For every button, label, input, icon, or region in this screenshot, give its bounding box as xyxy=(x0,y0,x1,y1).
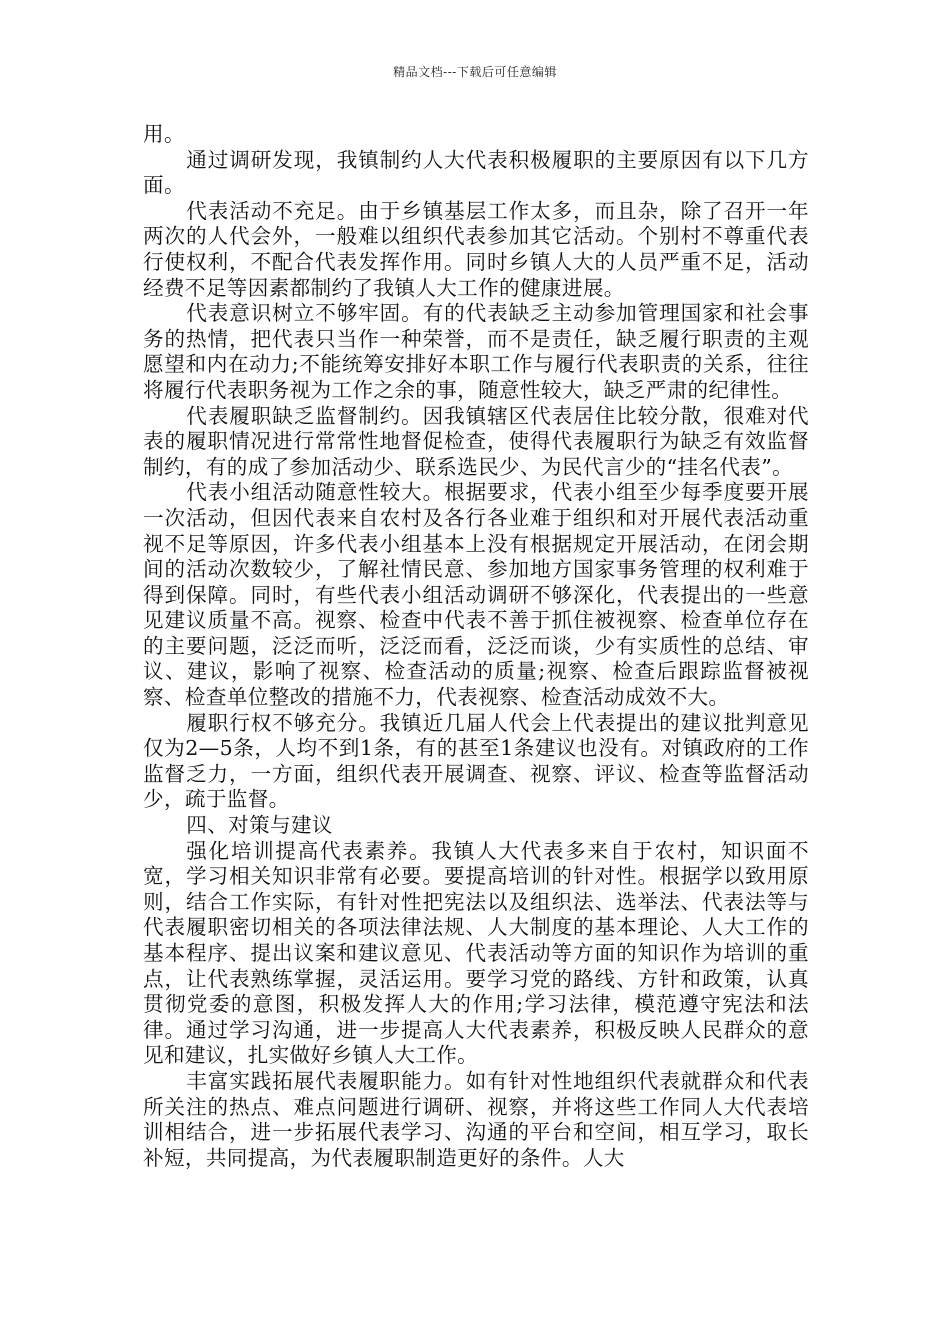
paragraph-practice: 丰富实践拓展代表履职能力。如有针对性地组织代表就群众和代表所关注的热点、难点问题进行调研、视察，并将这些工作同人大代表培训相结合，进一步拓展代表学习、沟通的平台和空间，相互学习，取长补短，共同提高，为代表履职制造更好的条件。人大 xyxy=(143,1068,809,1170)
paragraph-duty-exercise: 履职行权不够充分。我镇近几届人代会上代表提出的建议批判意见仅为2—5条，人均不到1条，有的甚至1条建议也没有。对镇政府的工作监督乏力，一方面，组织代表开展调查、视察、评议、检查等监督活动少，疏于监督。 xyxy=(143,710,809,812)
paragraph-activity: 代表活动不充足。由于乡镇基层工作太多，而且杂，除了召开一年两次的人代会外，一般难以组织代表参加其它活动。个别村不尊重代表行使权利，不配合代表发挥作用。同时乡镇人大的人员严重不足，活动经费不足等因素都制约了我镇人大工作的健康进展。 xyxy=(143,198,809,300)
paragraph-continuation: 用。 xyxy=(143,122,185,146)
paragraph-intro: 通过调研发现，我镇制约人大代表积极履职的主要原因有以下几方面。 xyxy=(143,147,809,198)
paragraph-awareness: 代表意识树立不够牢固。有的代表缺乏主动参加管理国家和社会事务的热情，把代表只当作一种荣誉，而不是责任，缺乏履行职责的主观愿望和内在动力;不能统筹安排好本职工作与履行代表职责的关系，往往将履行代表职务视为工作之余的事，随意性较大，缺乏严肃的纪律性。 xyxy=(143,301,809,402)
paragraph-supervision: 代表履职缺乏监督制约。因我镇辖区代表居住比较分散，很难对代表的履职情况进行常常性地督促检查，使得代表履职行为缺乏有效监督制约，有的成了参加活动少、联系选民少、为民代言少的“挂名代表”。 xyxy=(143,403,809,479)
page-header: 精品文档---下载后可任意编辑 xyxy=(393,65,557,79)
document-body xyxy=(143,122,809,1171)
section-heading: 四、对策与建议 xyxy=(186,813,333,838)
paragraph-training: 强化培训提高代表素养。我镇人大代表多来自于农村，知识面不宽，学习相关知识非常有必要。要提高培训的针对性。根据学以致用原则，结合工作实际，有针对性把宪法以及组织法、选举法、代表法等与代表履职密切相关的各项法律法规、人大制度的基本理论、人大工作的基本程序、提出议案和建议意见、代表活动等方面的知识作为培训的重点，让代表熟练掌握，灵活运用。要学习党的路线、方针和政策，认真贯彻党委的意图，积极发挥人大的作用;学习法律，模范遵守宪法和法律。通过学习沟通，进一步提高人大代表素养，积极反映人民群众的意见和建议，扎实做好乡镇人大工作。 xyxy=(143,838,809,1068)
paragraph-group-activity: 代表小组活动随意性较大。根据要求，代表小组至少每季度要开展一次活动，但因代表来自农村及各行各业难于组织和对开展代表活动重视不足等原因，许多代表小组基本上没有根据规定开展活动，在闭会期间的活动次数较少，了解社情民意、参加地方国家事务管理的权利难于得到保障。同时，有些代表小组活动调研不够深化，代表提出的一些意见建议质量不高。视察、检查中代表不善于抓住被视察、检查单位存在的主要问题，泛泛而听，泛泛而看，泛泛而谈，少有实质性的总结、审议、建议，影响了视察、检查活动的质量;视察、检查后跟踪监督被视察、检查单位整改的措施不力，代表视察、检查活动成效不大。 xyxy=(143,480,809,710)
